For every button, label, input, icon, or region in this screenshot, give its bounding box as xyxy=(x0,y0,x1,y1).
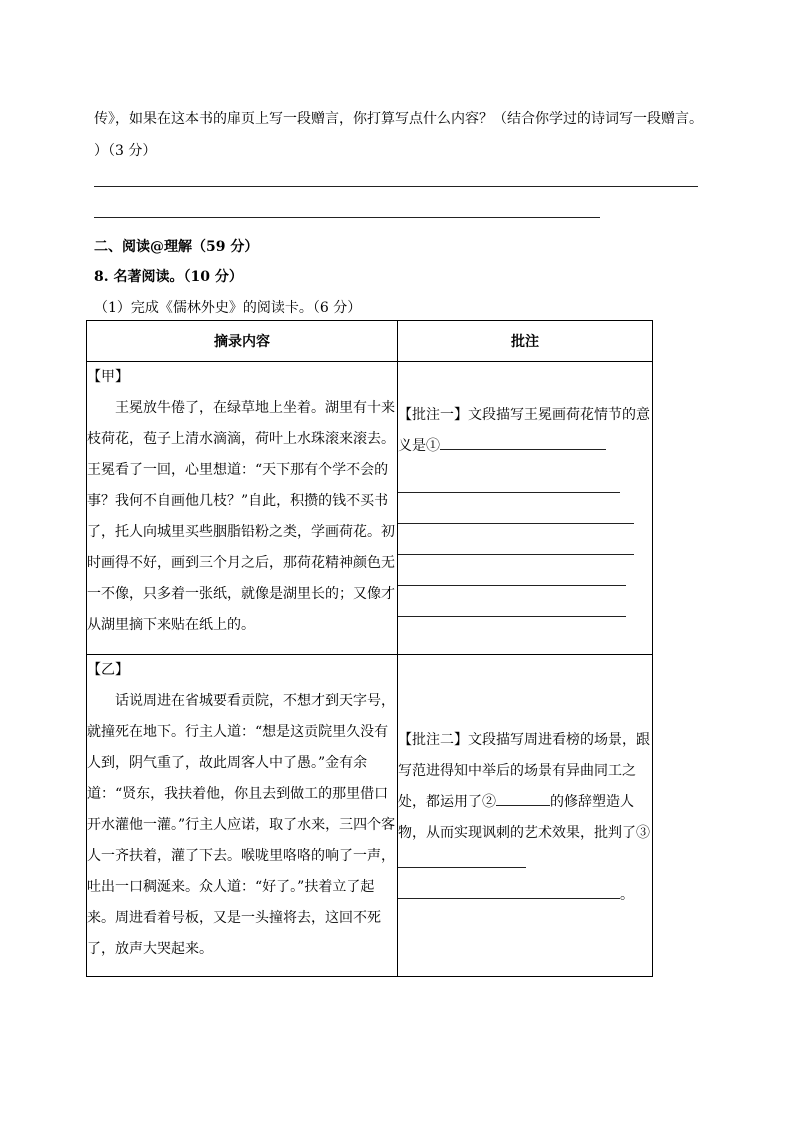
excerpt-jia xyxy=(87,362,398,655)
intro-line-2: ）（3 分） xyxy=(94,143,157,159)
reading-card-table xyxy=(86,320,653,977)
annotation-2-blank-1[interactable] xyxy=(496,787,550,806)
annotation-2-text-a: 【批注二】文段描写周进看榜的场景，跟写范进得知中举后的场景有异曲同工之处，都运用了② xyxy=(398,732,650,810)
annotation-1-line-2[interactable] xyxy=(398,462,620,493)
excerpt-yi-text: 话说周进在省城要看贡院，不想才到天字号，就撞死在地下。行主人道：“想是这贡院里久没有人到，阴气重了，故此周客人中了愚。”金有余道：“贤东，我扶着他，你且去到做工的那里借口开水灌他一灌。”行主人应诺，取了水来，三四个客人一齐扶着，灌了下去。喉咙里咯咯的响了一声，吐出一口稠涎来。众人道：“好了。”扶着立了起来。周进看着号板，又是一头撞将去，这回不死了，放声大哭起来。 xyxy=(87,693,396,957)
header-excerpt: 摘录内容 xyxy=(87,321,398,362)
annotation-1-text: 【批注一】文段描写王冕画荷花情节的意义是① xyxy=(398,407,650,454)
excerpt-yi xyxy=(87,655,398,977)
answer-line-2[interactable] xyxy=(94,217,600,218)
question-8-title: 8. 名著阅读。（10 分） xyxy=(94,269,243,285)
section-heading: 二、阅读@理解（59 分） xyxy=(94,239,259,255)
annotation-2 xyxy=(398,655,653,977)
annotation-1-blank[interactable] xyxy=(440,431,606,450)
annotation-1-line-3[interactable] xyxy=(398,493,634,524)
excerpt-jia-text: 王冕放牛倦了，在绿草地上坐着。湖里有十来枝荷花，苞子上清水滴滴，荷叶上水珠滚来滚去。王冕看了一回，心里想道：“天下那有个学不会的事？我何不自画他几枝？”自此，积攒的钱不买书了，托人向城里买些胭脂铅粉之类，学画荷花。初时画得不好，画到三个月之后，那荷花精神颜色无一不像，只多着一张纸，就像是湖里长的；又像才从湖里摘下来贴在纸上的。 xyxy=(87,400,395,633)
header-annotation: 批注 xyxy=(398,321,653,362)
annotation-2-blank-2[interactable] xyxy=(398,849,526,868)
question-8-subtitle: （1）完成《儒林外史》的阅读卡。（6 分） xyxy=(94,300,362,316)
intro-line-1: 传》，如果在这本书的扉页上写一段赠言，你打算写点什么内容？（结合你学过的诗词写一段赠言。 xyxy=(94,111,703,127)
excerpt-yi-label: 【乙】 xyxy=(87,662,129,678)
annotation-1-line-4[interactable] xyxy=(398,524,634,555)
annotation-1-line-5[interactable] xyxy=(398,555,626,586)
answer-line-1[interactable] xyxy=(94,186,698,187)
excerpt-jia-label: 【甲】 xyxy=(87,369,129,385)
annotation-2-end: 。 xyxy=(620,887,634,903)
annotation-1 xyxy=(398,362,653,655)
annotation-1-line-6[interactable] xyxy=(398,586,626,617)
annotation-2-blank-3[interactable] xyxy=(398,880,620,899)
annotation-2-text-b: 的修辞塑造人物，从而实现讽刺的艺术效果，批判了③ xyxy=(398,794,650,841)
